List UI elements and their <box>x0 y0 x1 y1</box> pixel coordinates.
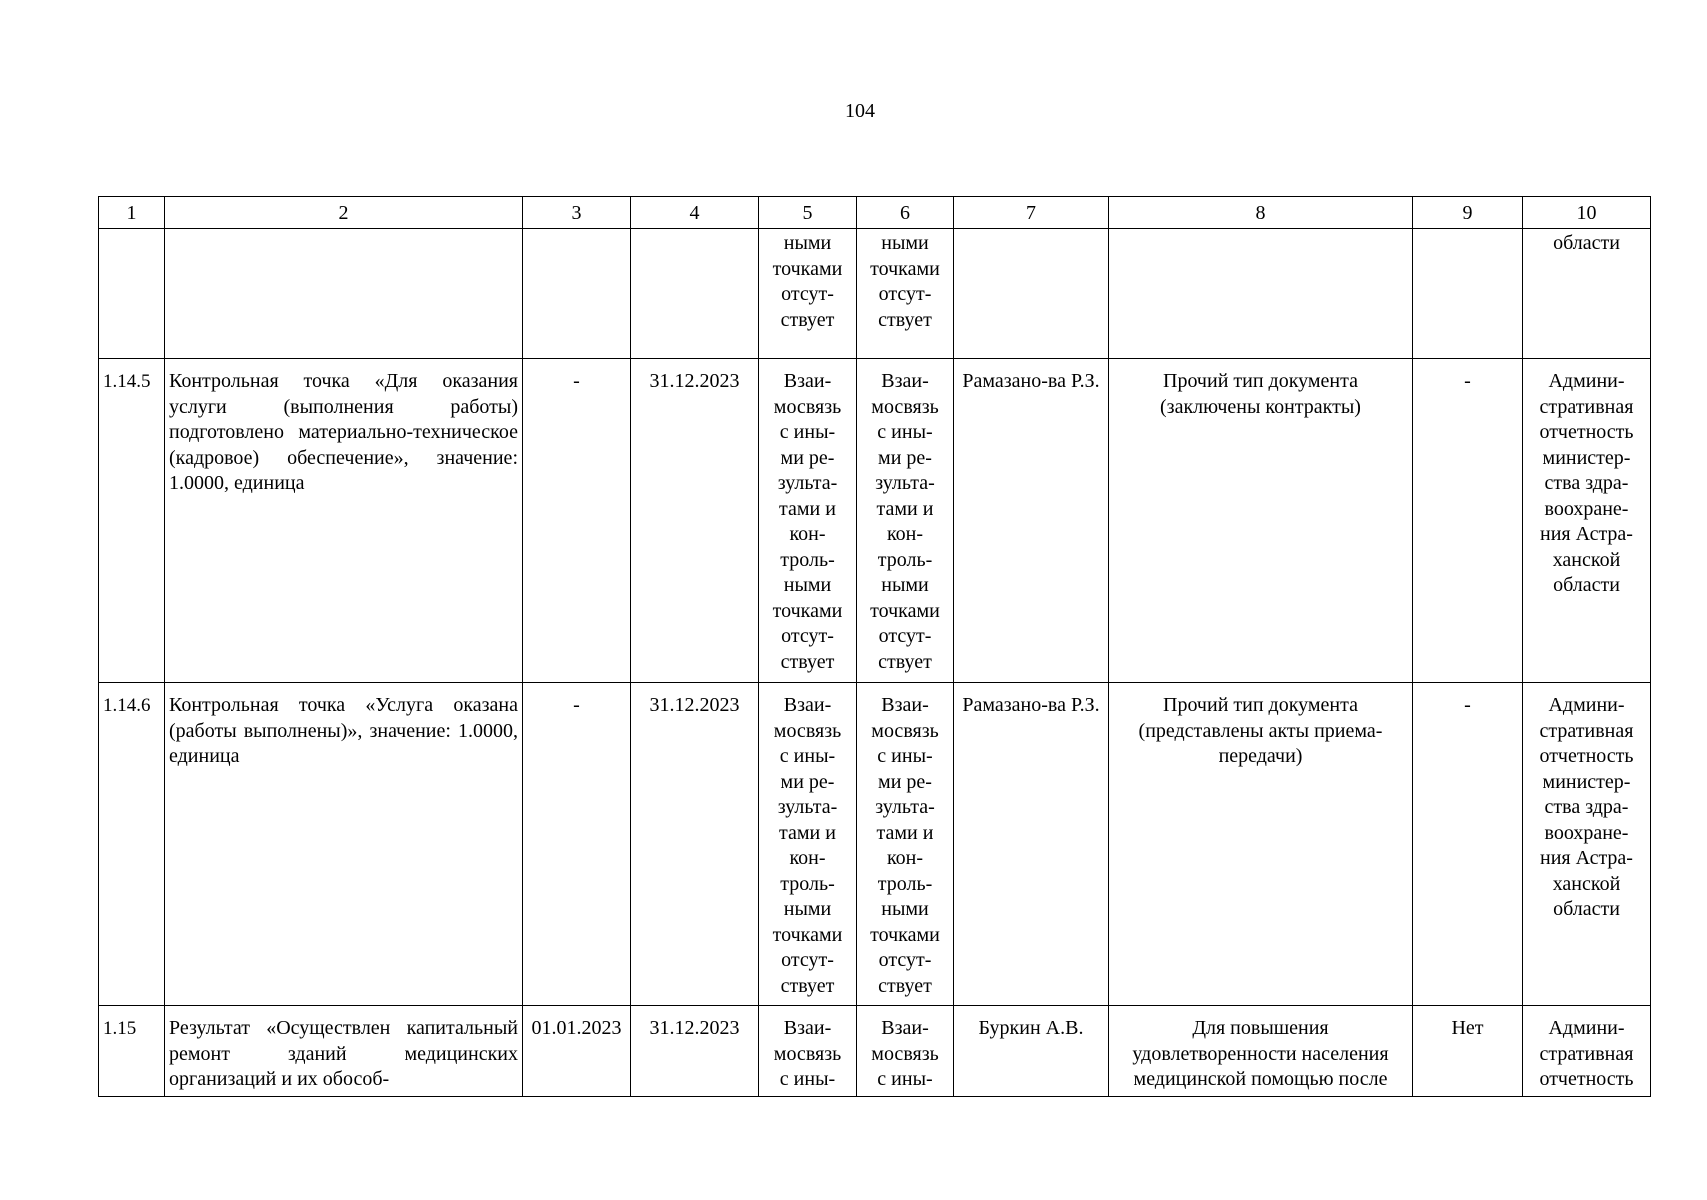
table-row <box>99 1006 1651 1097</box>
start-date <box>523 229 631 359</box>
document-type: Прочий тип документа (заключены контракты) <box>1109 359 1413 683</box>
relation-cell-5-line: мосвязь <box>773 1042 842 1065</box>
relation-cell-5-line: зульта- <box>777 472 838 494</box>
relation-cell-5-line: кон- <box>789 523 826 545</box>
relation-cell-6-line: тами и <box>876 497 934 520</box>
relation-cell-5-line: ствует <box>780 650 835 673</box>
info-source-line: стративная <box>1539 1042 1634 1065</box>
relation-cell-6-line: отсут- <box>878 625 932 647</box>
info-source-line: ства здра- <box>1544 796 1629 818</box>
relation-cell-6-line: тами и <box>876 821 934 844</box>
relation-cell-5-line: точками <box>772 923 843 946</box>
relation-cell-6-line: зульта- <box>875 796 935 818</box>
info-source-line: области <box>1553 898 1620 920</box>
relation-cell-5-line: Взаи- <box>783 1017 832 1039</box>
end-date: 31.12.2023 <box>631 359 759 683</box>
column-9: - <box>1413 683 1523 1006</box>
relation-cell-5 <box>759 359 857 683</box>
relation-cell-5 <box>759 1006 857 1097</box>
item-name: Результат «Осуществлен капитальный ремонт зданий медицинских организаций и их обособ- <box>165 1006 523 1097</box>
relation-cell-6-line: ми ре- <box>878 446 932 469</box>
plan-table <box>98 196 1651 1097</box>
relation-cell-5-line: ми ре- <box>780 446 835 469</box>
relation-cell-5-line: отсут- <box>781 283 834 305</box>
info-source <box>1523 229 1651 359</box>
table-row <box>99 229 1651 359</box>
item-number: 1.15 <box>99 1006 165 1097</box>
info-source-line: области <box>1553 574 1620 596</box>
relation-cell-5-line: Взаи- <box>783 694 832 716</box>
info-source-line: Админи- <box>1548 694 1625 716</box>
relation-cell-6-line: ствует <box>878 974 932 997</box>
relation-cell-6-line: троль- <box>877 548 933 571</box>
document-type: Прочий тип документа (представлены акты приема-передачи) <box>1109 683 1413 1006</box>
column-9: Нет <box>1413 1006 1523 1097</box>
relation-cell-6-line: Взаи- <box>881 370 929 392</box>
header-cell: 6 <box>857 197 954 229</box>
relation-cell-6-line: с ины- <box>877 1068 933 1090</box>
relation-cell-6-line: отсут- <box>878 283 932 305</box>
info-source <box>1523 683 1651 1006</box>
info-source <box>1523 1006 1651 1097</box>
info-source-line: Админи- <box>1548 1017 1625 1039</box>
relation-cell-5-line: троль- <box>780 548 835 571</box>
relation-cell-5-line: тами и <box>779 821 836 844</box>
document-type <box>1109 229 1413 359</box>
page-number: 104 <box>845 100 875 122</box>
info-source-line: ния Астра- <box>1540 847 1633 869</box>
info-source-line: ханской <box>1552 872 1621 895</box>
relation-cell-5-line: кон- <box>789 847 826 869</box>
start-date: - <box>523 683 631 1006</box>
info-source <box>1523 359 1651 683</box>
relation-cell-6 <box>857 359 954 683</box>
info-source-line: области <box>1553 232 1620 254</box>
item-name <box>165 229 523 359</box>
relation-cell-5-line: точками <box>772 599 843 622</box>
relation-cell-5-line: мосвязь <box>773 719 842 742</box>
relation-cell-5-line: с ины- <box>779 1068 836 1090</box>
header-cell: 3 <box>523 197 631 229</box>
relation-cell-6-line: точками <box>870 923 940 946</box>
relation-cell-6 <box>857 229 954 359</box>
relation-cell-5-line: мосвязь <box>773 395 842 418</box>
table-row <box>99 359 1651 683</box>
info-source-line: отчетность <box>1539 745 1634 767</box>
header-row <box>99 197 1651 229</box>
relation-cell-5 <box>759 229 857 359</box>
header-cell: 2 <box>165 197 523 229</box>
relation-cell-6-line: ными <box>881 898 929 920</box>
relation-cell-5-line: тами и <box>779 497 836 520</box>
header-cell: 1 <box>99 197 165 229</box>
item-number <box>99 229 165 359</box>
relation-cell-6-line: кон- <box>886 523 924 545</box>
info-source-line: министер- <box>1542 770 1631 793</box>
relation-cell-5-line: ствует <box>780 308 835 331</box>
relation-cell-6-line: отсут- <box>878 949 932 971</box>
relation-cell-5 <box>759 683 857 1006</box>
relation-cell-5-line: зульта- <box>777 796 838 818</box>
relation-cell-5-line: ствует <box>780 974 835 997</box>
relation-cell-5-line: с ины- <box>779 745 836 767</box>
relation-cell-6-line: с ины- <box>877 421 933 443</box>
relation-cell-5-line: отсут- <box>781 625 834 647</box>
relation-cell-6 <box>857 683 954 1006</box>
relation-cell-6-line: ми ре- <box>878 770 932 793</box>
info-source-line: министер- <box>1542 446 1631 469</box>
responsible: Рамазано-ва Р.З. <box>954 683 1109 1006</box>
header-cell: 8 <box>1109 197 1413 229</box>
end-date: 31.12.2023 <box>631 683 759 1006</box>
relation-cell-6-line: ствует <box>878 308 932 331</box>
table-row <box>99 683 1651 1006</box>
relation-cell-6-line: Взаи- <box>881 1017 929 1039</box>
end-date <box>631 229 759 359</box>
info-source-line: отчетность <box>1539 1068 1634 1090</box>
start-date: 01.01.2023 <box>523 1006 631 1097</box>
relation-cell-6-line: ствует <box>878 650 932 673</box>
info-source-line: воохране- <box>1544 497 1629 520</box>
relation-cell-6-line: Взаи- <box>881 694 929 716</box>
relation-cell-6-line: зульта- <box>875 472 935 494</box>
info-source-line: Админи- <box>1548 370 1625 392</box>
relation-cell-6-line: точками <box>870 257 940 280</box>
relation-cell-5-line: отсут- <box>781 949 834 971</box>
relation-cell-5-line: точками <box>772 257 843 280</box>
info-source-line: ния Астра- <box>1540 523 1633 545</box>
responsible <box>954 229 1109 359</box>
relation-cell-5-line: с ины- <box>779 421 836 443</box>
relation-cell-6 <box>857 1006 954 1097</box>
document-type: Для повышения удовлетворенности населения медицинской помощью после <box>1109 1006 1413 1097</box>
info-source-line: отчетность <box>1539 421 1634 443</box>
item-name: Контрольная точка «Для оказания услуги (выполнения работы) подготовлено материально-техническое (кадровое) обеспечение», значение: 1.0000, единица <box>165 359 523 683</box>
header-cell: 7 <box>954 197 1109 229</box>
header-cell: 4 <box>631 197 759 229</box>
header-cell: 10 <box>1523 197 1651 229</box>
item-number: 1.14.6 <box>99 683 165 1006</box>
info-source-line: стративная <box>1539 719 1634 742</box>
info-source-line: воохране- <box>1544 821 1629 844</box>
relation-cell-5-line: ными <box>783 574 832 596</box>
header-cell: 5 <box>759 197 857 229</box>
relation-cell-6-line: кон- <box>886 847 924 869</box>
responsible: Рамазано-ва Р.З. <box>954 359 1109 683</box>
item-number: 1.14.5 <box>99 359 165 683</box>
relation-cell-5-line: ми ре- <box>780 770 835 793</box>
info-source-line: стративная <box>1539 395 1634 418</box>
relation-cell-6-line: с ины- <box>877 745 933 767</box>
relation-cell-6-line: мосвязь <box>871 719 939 742</box>
relation-cell-5-line: Взаи- <box>783 370 832 392</box>
header-cell: 9 <box>1413 197 1523 229</box>
relation-cell-6-line: ными <box>881 232 929 254</box>
info-source-line: ства здра- <box>1544 472 1629 494</box>
relation-cell-5-line: троль- <box>780 872 835 895</box>
relation-cell-5-line: ными <box>783 898 832 920</box>
end-date: 31.12.2023 <box>631 1006 759 1097</box>
column-9: - <box>1413 359 1523 683</box>
column-9 <box>1413 229 1523 359</box>
start-date: - <box>523 359 631 683</box>
info-source-line: ханской <box>1552 548 1621 571</box>
relation-cell-6-line: троль- <box>877 872 933 895</box>
item-name: Контрольная точка «Услуга оказана (работы выполнены)», значение: 1.0000, единица <box>165 683 523 1006</box>
relation-cell-5-line: ными <box>783 232 832 254</box>
relation-cell-6-line: точками <box>870 599 940 622</box>
responsible: Буркин А.В. <box>954 1006 1109 1097</box>
relation-cell-6-line: мосвязь <box>871 395 939 418</box>
relation-cell-6-line: мосвязь <box>871 1042 939 1065</box>
relation-cell-6-line: ными <box>881 574 929 596</box>
